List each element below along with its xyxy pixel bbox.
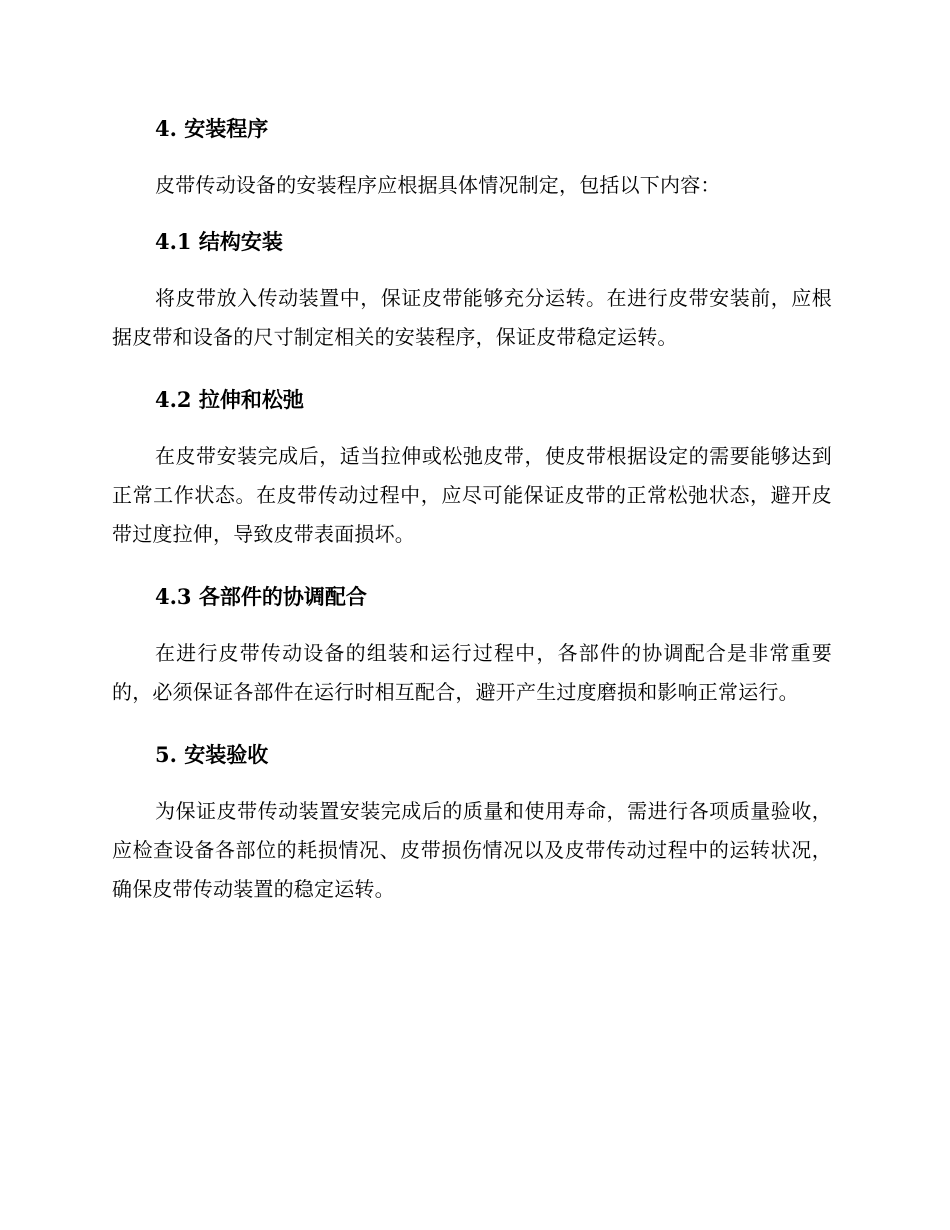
section-heading-tension-slack: 4.2 拉伸和松弛 xyxy=(155,387,304,412)
section-paragraph-tension-slack: 在皮带安装完成后，适当拉伸或松弛皮带，使皮带根据设定的需要能够达到正常工作状态。在皮带传动过程中，应尽可能保证皮带的正常松弛状态，避开皮带过度拉伸，导致皮带表面损坏。 xyxy=(112,444,832,546)
section-paragraph-structure-install: 将皮带放入传动装置中，保证皮带能够充分运转。在进行皮带安装前，应根据皮带和设备的尺寸制定相关的安装程序，保证皮带稳定运转。 xyxy=(112,286,832,349)
section-heading-acceptance: 5. 安装验收 xyxy=(155,742,269,767)
section-paragraph-acceptance: 为保证皮带传动装置安装完成后的质量和使用寿命，需进行各项质量验收，应检查设备各部位的耗损情况、皮带损伤情况以及皮带传动过程中的运转状况，确保皮带传动装置的稳定运转。 xyxy=(112,799,832,901)
section-heading-structure-install: 4.1 结构安装 xyxy=(155,229,283,254)
section-heading-install-procedure: 4. 安装程序 xyxy=(155,116,269,141)
section-paragraph-component-coordination: 在进行皮带传动设备的组装和运行过程中，各部件的协调配合是非常重要的，必须保证各部件在运行时相互配合，避开产生过度磨损和影响正常运行。 xyxy=(112,641,832,704)
section-paragraph-install-procedure: 皮带传动设备的安装程序应根据具体情况制定，包括以下内容： xyxy=(155,173,721,197)
document-body xyxy=(112,112,832,909)
section-heading-component-coordination: 4.3 各部件的协调配合 xyxy=(155,584,367,609)
